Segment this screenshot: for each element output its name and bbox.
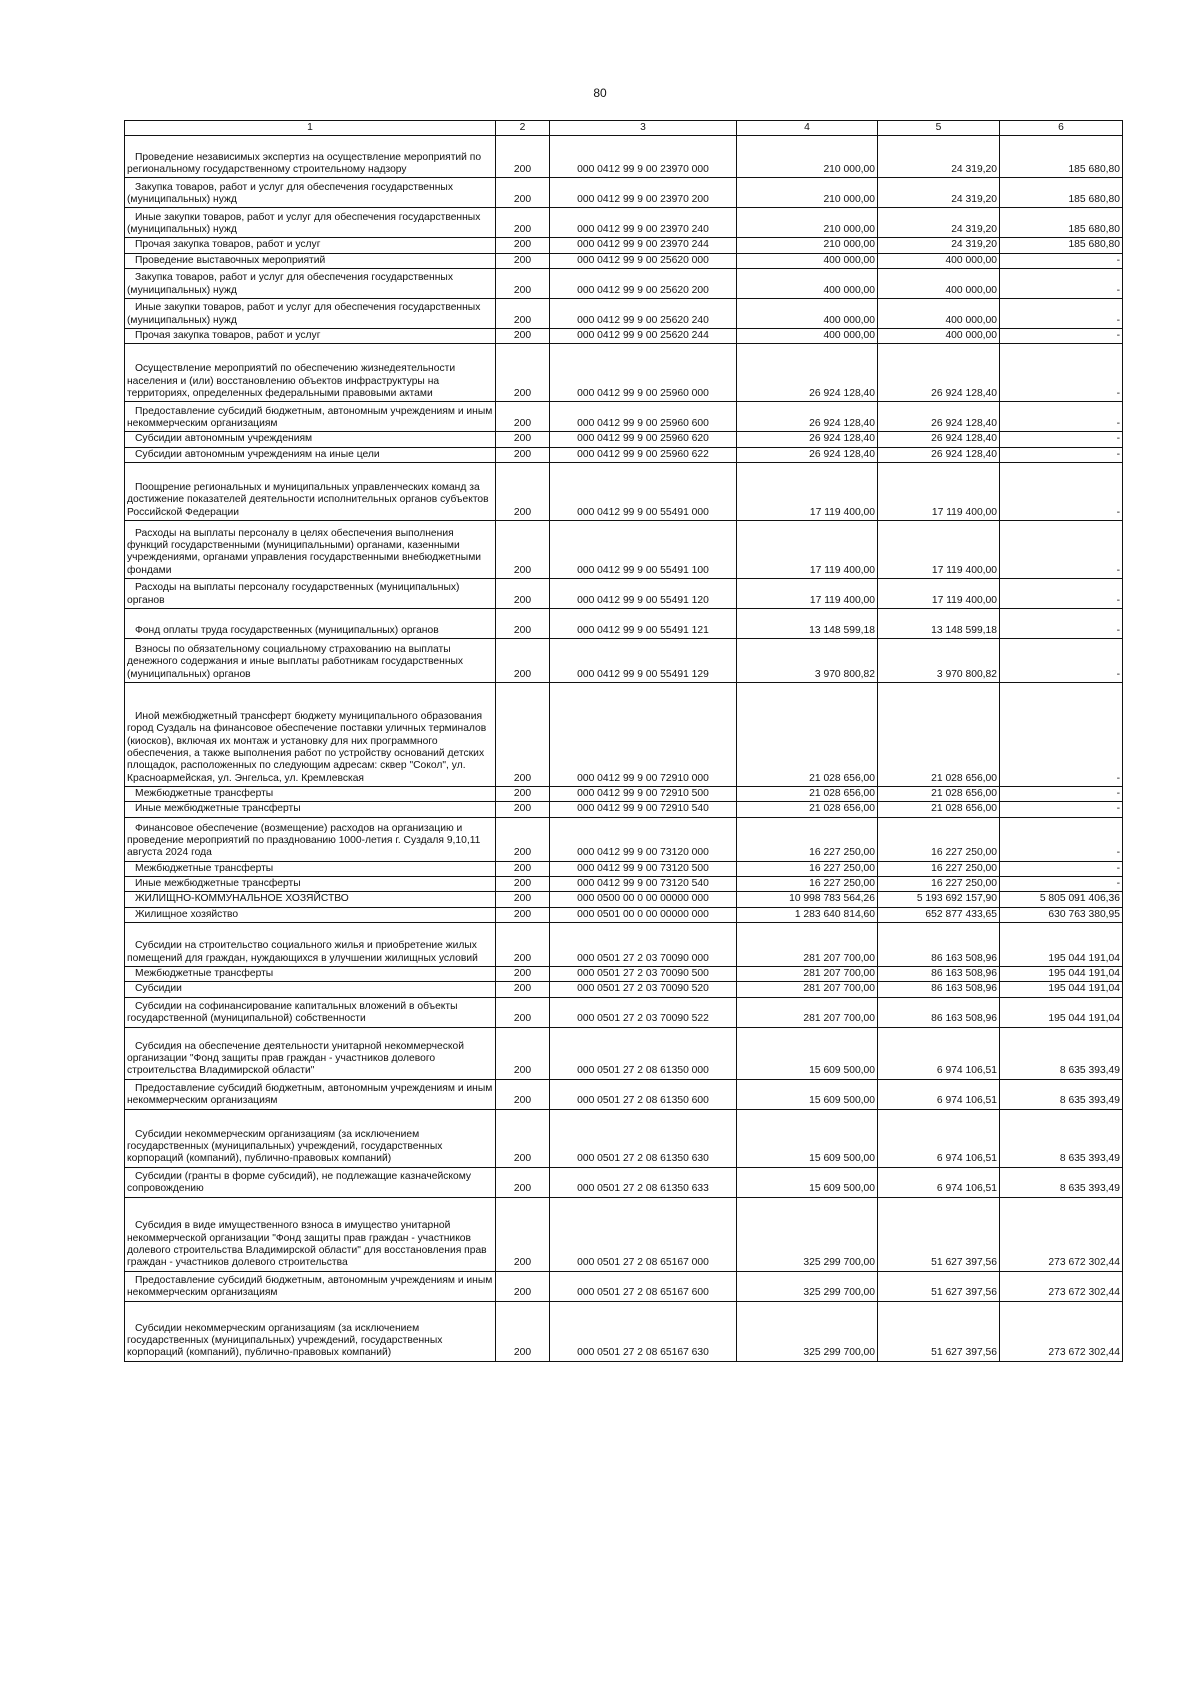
row-code: 200	[496, 447, 550, 462]
row-executed-amount: 17 119 400,00	[878, 579, 1000, 609]
row-approved-amount: 17 119 400,00	[737, 579, 878, 609]
row-remaining-amount: -	[1000, 639, 1123, 683]
row-name: Закупка товаров, работ и услуг для обеспечения государственных (муниципальных) нужд	[125, 178, 496, 208]
row-code: 200	[496, 521, 550, 579]
row-kbk-code: 000 0501 27 2 08 65167 000	[550, 1197, 737, 1271]
row-kbk-code: 000 0412 99 9 00 72910 540	[550, 802, 737, 817]
column-header: 4	[737, 121, 878, 136]
row-remaining-amount: -	[1000, 432, 1123, 447]
table-row	[125, 817, 1123, 861]
row-name: Межбюджетные трансферты	[125, 861, 496, 876]
row-approved-amount: 26 924 128,40	[737, 447, 878, 462]
row-kbk-code: 000 0412 99 9 00 55491 100	[550, 521, 737, 579]
page-number: 80	[593, 86, 607, 100]
budget-table	[124, 120, 1123, 1362]
row-kbk-code: 000 0501 27 2 08 65167 600	[550, 1271, 737, 1301]
row-code: 200	[496, 639, 550, 683]
row-executed-amount: 21 028 656,00	[878, 787, 1000, 802]
table-row	[125, 344, 1123, 402]
row-kbk-code: 000 0412 99 9 00 72910 000	[550, 683, 737, 787]
row-name: Взносы по обязательному социальному страхованию на выплаты денежного содержания и иные выплаты работникам государственных (муниципальных) органов	[125, 639, 496, 683]
row-code: 200	[496, 432, 550, 447]
row-kbk-code: 000 0501 00 0 00 00000 000	[550, 907, 737, 922]
table-row	[125, 1109, 1123, 1167]
row-remaining-amount: 273 672 302,44	[1000, 1197, 1123, 1271]
row-name: Субсидии автономным учреждениям	[125, 432, 496, 447]
row-approved-amount: 16 227 250,00	[737, 861, 878, 876]
row-remaining-amount: -	[1000, 817, 1123, 861]
table-row	[125, 178, 1123, 208]
table-row	[125, 463, 1123, 521]
row-code: 200	[496, 329, 550, 344]
row-approved-amount: 17 119 400,00	[737, 521, 878, 579]
row-executed-amount: 24 319,20	[878, 208, 1000, 238]
row-executed-amount: 17 119 400,00	[878, 463, 1000, 521]
row-name: Субсидии	[125, 982, 496, 997]
row-kbk-code: 000 0412 99 9 00 55491 129	[550, 639, 737, 683]
table-row	[125, 253, 1123, 268]
row-kbk-code: 000 0412 99 9 00 25620 200	[550, 269, 737, 299]
row-name: Субсидии на строительство социального жилья и приобретение жилых помещений для граждан, нуждающихся в улучшении жилищных условий	[125, 923, 496, 967]
table-row	[125, 579, 1123, 609]
row-approved-amount: 15 609 500,00	[737, 1079, 878, 1109]
column-header: 6	[1000, 121, 1123, 136]
row-name: Предоставление субсидий бюджетным, автономным учреждениям и иным некоммерческим организациям	[125, 1271, 496, 1301]
table-row	[125, 997, 1123, 1027]
row-approved-amount: 281 207 700,00	[737, 967, 878, 982]
row-approved-amount: 400 000,00	[737, 253, 878, 268]
row-name: Субсидии на софинансирование капитальных вложений в объекты государственной (муниципальной) собственности	[125, 997, 496, 1027]
row-remaining-amount: 273 672 302,44	[1000, 1301, 1123, 1361]
row-approved-amount: 210 000,00	[737, 238, 878, 253]
table-row	[125, 967, 1123, 982]
row-kbk-code: 000 0501 27 2 03 70090 500	[550, 967, 737, 982]
row-kbk-code: 000 0412 99 9 00 55491 120	[550, 579, 737, 609]
row-code: 200	[496, 269, 550, 299]
row-code: 200	[496, 1301, 550, 1361]
row-code: 200	[496, 609, 550, 639]
row-kbk-code: 000 0412 99 9 00 23970 240	[550, 208, 737, 238]
row-code: 200	[496, 1271, 550, 1301]
row-kbk-code: 000 0412 99 9 00 25620 240	[550, 299, 737, 329]
row-executed-amount: 6 974 106,51	[878, 1167, 1000, 1197]
row-executed-amount: 86 163 508,96	[878, 982, 1000, 997]
row-executed-amount: 400 000,00	[878, 269, 1000, 299]
row-remaining-amount: 8 635 393,49	[1000, 1109, 1123, 1167]
row-approved-amount: 400 000,00	[737, 269, 878, 299]
row-executed-amount: 21 028 656,00	[878, 683, 1000, 787]
row-approved-amount: 400 000,00	[737, 329, 878, 344]
table-row	[125, 269, 1123, 299]
row-code: 200	[496, 1167, 550, 1197]
row-approved-amount: 21 028 656,00	[737, 802, 878, 817]
row-approved-amount: 15 609 500,00	[737, 1167, 878, 1197]
row-executed-amount: 86 163 508,96	[878, 923, 1000, 967]
row-approved-amount: 325 299 700,00	[737, 1271, 878, 1301]
row-kbk-code: 000 0501 27 2 08 65167 630	[550, 1301, 737, 1361]
row-remaining-amount: 195 044 191,04	[1000, 967, 1123, 982]
table-row	[125, 609, 1123, 639]
row-approved-amount: 325 299 700,00	[737, 1301, 878, 1361]
row-executed-amount: 400 000,00	[878, 299, 1000, 329]
row-executed-amount: 51 627 397,56	[878, 1271, 1000, 1301]
row-approved-amount: 210 000,00	[737, 136, 878, 178]
row-kbk-code: 000 0501 27 2 03 70090 000	[550, 923, 737, 967]
row-approved-amount: 3 970 800,82	[737, 639, 878, 683]
row-name: Межбюджетные трансферты	[125, 967, 496, 982]
row-name: Жилищное хозяйство	[125, 907, 496, 922]
row-kbk-code: 000 0412 99 9 00 72910 500	[550, 787, 737, 802]
row-code: 200	[496, 1079, 550, 1109]
row-executed-amount: 17 119 400,00	[878, 521, 1000, 579]
row-approved-amount: 210 000,00	[737, 178, 878, 208]
row-remaining-amount: 185 680,80	[1000, 208, 1123, 238]
row-code: 200	[496, 861, 550, 876]
row-executed-amount: 6 974 106,51	[878, 1109, 1000, 1167]
row-kbk-code: 000 0412 99 9 00 73120 540	[550, 877, 737, 892]
row-name: Прочая закупка товаров, работ и услуг	[125, 238, 496, 253]
table-row	[125, 208, 1123, 238]
row-remaining-amount: 8 635 393,49	[1000, 1167, 1123, 1197]
row-code: 200	[496, 787, 550, 802]
table-body	[125, 136, 1123, 1361]
row-name: Межбюджетные трансферты	[125, 787, 496, 802]
row-remaining-amount: -	[1000, 402, 1123, 432]
row-kbk-code: 000 0412 99 9 00 25960 600	[550, 402, 737, 432]
row-remaining-amount: -	[1000, 299, 1123, 329]
row-executed-amount: 13 148 599,18	[878, 609, 1000, 639]
row-executed-amount: 86 163 508,96	[878, 967, 1000, 982]
table-row	[125, 982, 1123, 997]
row-code: 200	[496, 1197, 550, 1271]
row-approved-amount: 16 227 250,00	[737, 877, 878, 892]
table-row	[125, 802, 1123, 817]
row-executed-amount: 16 227 250,00	[878, 877, 1000, 892]
row-code: 200	[496, 208, 550, 238]
row-kbk-code: 000 0501 27 2 08 61350 000	[550, 1027, 737, 1079]
row-executed-amount: 26 924 128,40	[878, 432, 1000, 447]
row-kbk-code: 000 0412 99 9 00 25620 000	[550, 253, 737, 268]
row-code: 200	[496, 136, 550, 178]
table-row	[125, 329, 1123, 344]
row-approved-amount: 16 227 250,00	[737, 817, 878, 861]
row-code: 200	[496, 683, 550, 787]
row-approved-amount: 26 924 128,40	[737, 432, 878, 447]
row-executed-amount: 400 000,00	[878, 253, 1000, 268]
row-code: 200	[496, 907, 550, 922]
row-remaining-amount: -	[1000, 344, 1123, 402]
column-header: 5	[878, 121, 1000, 136]
row-name: Финансовое обеспечение (возмещение) расходов на организацию и проведение мероприятий по празднованию 1000-летия г. Суздаля 9,10,11 августа 2024 года	[125, 817, 496, 861]
row-name: Проведение выставочных мероприятий	[125, 253, 496, 268]
row-code: 200	[496, 982, 550, 997]
row-remaining-amount: -	[1000, 877, 1123, 892]
row-remaining-amount: -	[1000, 521, 1123, 579]
row-name: ЖИЛИЩНО-КОММУНАЛЬНОЕ ХОЗЯЙСТВО	[125, 892, 496, 907]
row-code: 200	[496, 892, 550, 907]
row-remaining-amount: -	[1000, 329, 1123, 344]
table-row	[125, 402, 1123, 432]
row-kbk-code: 000 0412 99 9 00 55491 121	[550, 609, 737, 639]
row-executed-amount: 26 924 128,40	[878, 402, 1000, 432]
table-row	[125, 892, 1123, 907]
row-executed-amount: 26 924 128,40	[878, 344, 1000, 402]
row-approved-amount: 281 207 700,00	[737, 982, 878, 997]
row-remaining-amount: 195 044 191,04	[1000, 982, 1123, 997]
row-remaining-amount: 195 044 191,04	[1000, 923, 1123, 967]
row-name: Фонд оплаты труда государственных (муниципальных) органов	[125, 609, 496, 639]
row-name: Расходы на выплаты персоналу государственных (муниципальных) органов	[125, 579, 496, 609]
table-row	[125, 136, 1123, 178]
row-approved-amount: 13 148 599,18	[737, 609, 878, 639]
row-name: Проведение независимых экспертиз на осуществление мероприятий по региональному государственному строительному надзору	[125, 136, 496, 178]
row-code: 200	[496, 923, 550, 967]
row-kbk-code: 000 0412 99 9 00 73120 000	[550, 817, 737, 861]
row-name: Прочая закупка товаров, работ и услуг	[125, 329, 496, 344]
table-row	[125, 1027, 1123, 1079]
row-code: 200	[496, 344, 550, 402]
row-name: Иные закупки товаров, работ и услуг для обеспечения государственных (муниципальных) нужд	[125, 208, 496, 238]
row-code: 200	[496, 253, 550, 268]
row-executed-amount: 5 193 692 157,90	[878, 892, 1000, 907]
row-remaining-amount: -	[1000, 609, 1123, 639]
row-kbk-code: 000 0501 27 2 03 70090 520	[550, 982, 737, 997]
row-remaining-amount: -	[1000, 683, 1123, 787]
row-executed-amount: 24 319,20	[878, 136, 1000, 178]
row-executed-amount: 51 627 397,56	[878, 1197, 1000, 1271]
row-remaining-amount: -	[1000, 269, 1123, 299]
row-approved-amount: 15 609 500,00	[737, 1027, 878, 1079]
table-row	[125, 639, 1123, 683]
table-row	[125, 1167, 1123, 1197]
row-approved-amount: 400 000,00	[737, 299, 878, 329]
row-executed-amount: 16 227 250,00	[878, 861, 1000, 876]
row-name: Субсидия на обеспечение деятельности унитарной некоммерческой организации "Фонд защиты прав граждан - участников долевого строительства Владимирской области"	[125, 1027, 496, 1079]
table-row	[125, 1271, 1123, 1301]
row-remaining-amount: 195 044 191,04	[1000, 997, 1123, 1027]
row-name: Субсидии автономным учреждениям на иные цели	[125, 447, 496, 462]
row-remaining-amount: -	[1000, 861, 1123, 876]
row-executed-amount: 24 319,20	[878, 178, 1000, 208]
row-executed-amount: 26 924 128,40	[878, 447, 1000, 462]
row-name: Расходы на выплаты персоналу в целях обеспечения выполнения функций государственными (муниципальными) органами, казенными учреждениями, органами управления государственными внебюджетными фондами	[125, 521, 496, 579]
row-code: 200	[496, 579, 550, 609]
table-row	[125, 787, 1123, 802]
row-kbk-code: 000 0412 99 9 00 25960 622	[550, 447, 737, 462]
row-name: Предоставление субсидий бюджетным, автономным учреждениям и иным некоммерческим организациям	[125, 1079, 496, 1109]
row-code: 200	[496, 463, 550, 521]
row-executed-amount: 16 227 250,00	[878, 817, 1000, 861]
row-remaining-amount: 8 635 393,49	[1000, 1079, 1123, 1109]
row-remaining-amount: -	[1000, 802, 1123, 817]
row-name: Поощрение региональных и муниципальных управленческих команд за достижение показателей деятельности исполнительных органов субъектов Российской Федерации	[125, 463, 496, 521]
row-approved-amount: 10 998 783 564,26	[737, 892, 878, 907]
row-executed-amount: 24 319,20	[878, 238, 1000, 253]
row-executed-amount: 6 974 106,51	[878, 1079, 1000, 1109]
row-kbk-code: 000 0412 99 9 00 23970 000	[550, 136, 737, 178]
row-kbk-code: 000 0501 27 2 08 61350 600	[550, 1079, 737, 1109]
table-row	[125, 447, 1123, 462]
row-name: Субсидии некоммерческим организациям (за исключением государственных (муниципальных) учреждений, государственных корпораций (компаний), публично-правовых компаний)	[125, 1109, 496, 1167]
table-row	[125, 877, 1123, 892]
table-row	[125, 1301, 1123, 1361]
row-code: 200	[496, 802, 550, 817]
table-header-row	[125, 121, 1123, 136]
row-kbk-code: 000 0501 27 2 08 61350 633	[550, 1167, 737, 1197]
row-name: Закупка товаров, работ и услуг для обеспечения государственных (муниципальных) нужд	[125, 269, 496, 299]
row-approved-amount: 21 028 656,00	[737, 787, 878, 802]
row-approved-amount: 1 283 640 814,60	[737, 907, 878, 922]
row-name: Иные межбюджетные трансферты	[125, 877, 496, 892]
row-remaining-amount: 185 680,80	[1000, 136, 1123, 178]
row-approved-amount: 281 207 700,00	[737, 923, 878, 967]
row-kbk-code: 000 0412 99 9 00 55491 000	[550, 463, 737, 521]
row-name: Субсидии (гранты в форме субсидий), не подлежащие казначейскому сопровождению	[125, 1167, 496, 1197]
row-executed-amount: 400 000,00	[878, 329, 1000, 344]
row-code: 200	[496, 402, 550, 432]
row-kbk-code: 000 0412 99 9 00 73120 500	[550, 861, 737, 876]
row-approved-amount: 26 924 128,40	[737, 402, 878, 432]
row-code: 200	[496, 967, 550, 982]
row-approved-amount: 325 299 700,00	[737, 1197, 878, 1271]
row-code: 200	[496, 178, 550, 208]
row-name: Иные закупки товаров, работ и услуг для обеспечения государственных (муниципальных) нужд	[125, 299, 496, 329]
table-row	[125, 432, 1123, 447]
row-code: 200	[496, 997, 550, 1027]
row-code: 200	[496, 238, 550, 253]
row-name: Иной межбюджетный трансферт бюджету муниципального образования город Суздаль на финансовое обеспечение поставки уличных терминалов (киосков), включая их монтаж и установку для них программного обеспечения, а также выполнения работ по устройству оснований детских площадок, расположенных по следующим адресам: сквер "Сокол", ул. Красноармейская, ул. Энгельса, ул. Кремлевская	[125, 683, 496, 787]
table-row	[125, 238, 1123, 253]
table-row	[125, 683, 1123, 787]
row-name: Осуществление мероприятий по обеспечению жизнедеятельности населения и (или) восстановлению объектов инфраструктуры на территориях, определенных федеральными правовыми актами	[125, 344, 496, 402]
row-code: 200	[496, 1027, 550, 1079]
row-remaining-amount: -	[1000, 463, 1123, 521]
row-kbk-code: 000 0412 99 9 00 25960 000	[550, 344, 737, 402]
row-executed-amount: 86 163 508,96	[878, 997, 1000, 1027]
row-code: 200	[496, 877, 550, 892]
row-kbk-code: 000 0500 00 0 00 00000 000	[550, 892, 737, 907]
row-executed-amount: 3 970 800,82	[878, 639, 1000, 683]
row-executed-amount: 652 877 433,65	[878, 907, 1000, 922]
table-row	[125, 1079, 1123, 1109]
table-row	[125, 521, 1123, 579]
row-kbk-code: 000 0412 99 9 00 25620 244	[550, 329, 737, 344]
row-remaining-amount: 5 805 091 406,36	[1000, 892, 1123, 907]
table-row	[125, 861, 1123, 876]
row-name: Субсидии некоммерческим организациям (за исключением государственных (муниципальных) учреждений, государственных корпораций (компаний), публично-правовых компаний)	[125, 1301, 496, 1361]
table-row	[125, 907, 1123, 922]
table-row	[125, 923, 1123, 967]
row-kbk-code: 000 0412 99 9 00 23970 244	[550, 238, 737, 253]
row-code: 200	[496, 817, 550, 861]
row-name: Предоставление субсидий бюджетным, автономным учреждениям и иным некоммерческим организациям	[125, 402, 496, 432]
table-row	[125, 299, 1123, 329]
row-name: Субсидия в виде имущественного взноса в имущество унитарной некоммерческой организации "Фонд защиты прав граждан - участников долевого строительства Владимирской области" для восстановления прав граждан - участников долевого строительства	[125, 1197, 496, 1271]
table-row	[125, 1197, 1123, 1271]
row-kbk-code: 000 0412 99 9 00 25960 620	[550, 432, 737, 447]
row-approved-amount: 17 119 400,00	[737, 463, 878, 521]
column-header: 2	[496, 121, 550, 136]
row-executed-amount: 51 627 397,56	[878, 1301, 1000, 1361]
row-remaining-amount: 185 680,80	[1000, 178, 1123, 208]
row-code: 200	[496, 1109, 550, 1167]
row-remaining-amount: 8 635 393,49	[1000, 1027, 1123, 1079]
row-remaining-amount: 630 763 380,95	[1000, 907, 1123, 922]
row-approved-amount: 21 028 656,00	[737, 683, 878, 787]
row-remaining-amount: -	[1000, 787, 1123, 802]
row-kbk-code: 000 0501 27 2 03 70090 522	[550, 997, 737, 1027]
column-header: 1	[125, 121, 496, 136]
row-executed-amount: 21 028 656,00	[878, 802, 1000, 817]
row-approved-amount: 15 609 500,00	[737, 1109, 878, 1167]
row-remaining-amount: -	[1000, 447, 1123, 462]
column-header: 3	[550, 121, 737, 136]
row-kbk-code: 000 0501 27 2 08 61350 630	[550, 1109, 737, 1167]
row-remaining-amount: 273 672 302,44	[1000, 1271, 1123, 1301]
row-approved-amount: 26 924 128,40	[737, 344, 878, 402]
row-remaining-amount: 185 680,80	[1000, 238, 1123, 253]
row-remaining-amount: -	[1000, 253, 1123, 268]
row-executed-amount: 6 974 106,51	[878, 1027, 1000, 1079]
row-remaining-amount: -	[1000, 579, 1123, 609]
row-approved-amount: 210 000,00	[737, 208, 878, 238]
row-kbk-code: 000 0412 99 9 00 23970 200	[550, 178, 737, 208]
row-name: Иные межбюджетные трансферты	[125, 802, 496, 817]
row-approved-amount: 281 207 700,00	[737, 997, 878, 1027]
row-code: 200	[496, 299, 550, 329]
